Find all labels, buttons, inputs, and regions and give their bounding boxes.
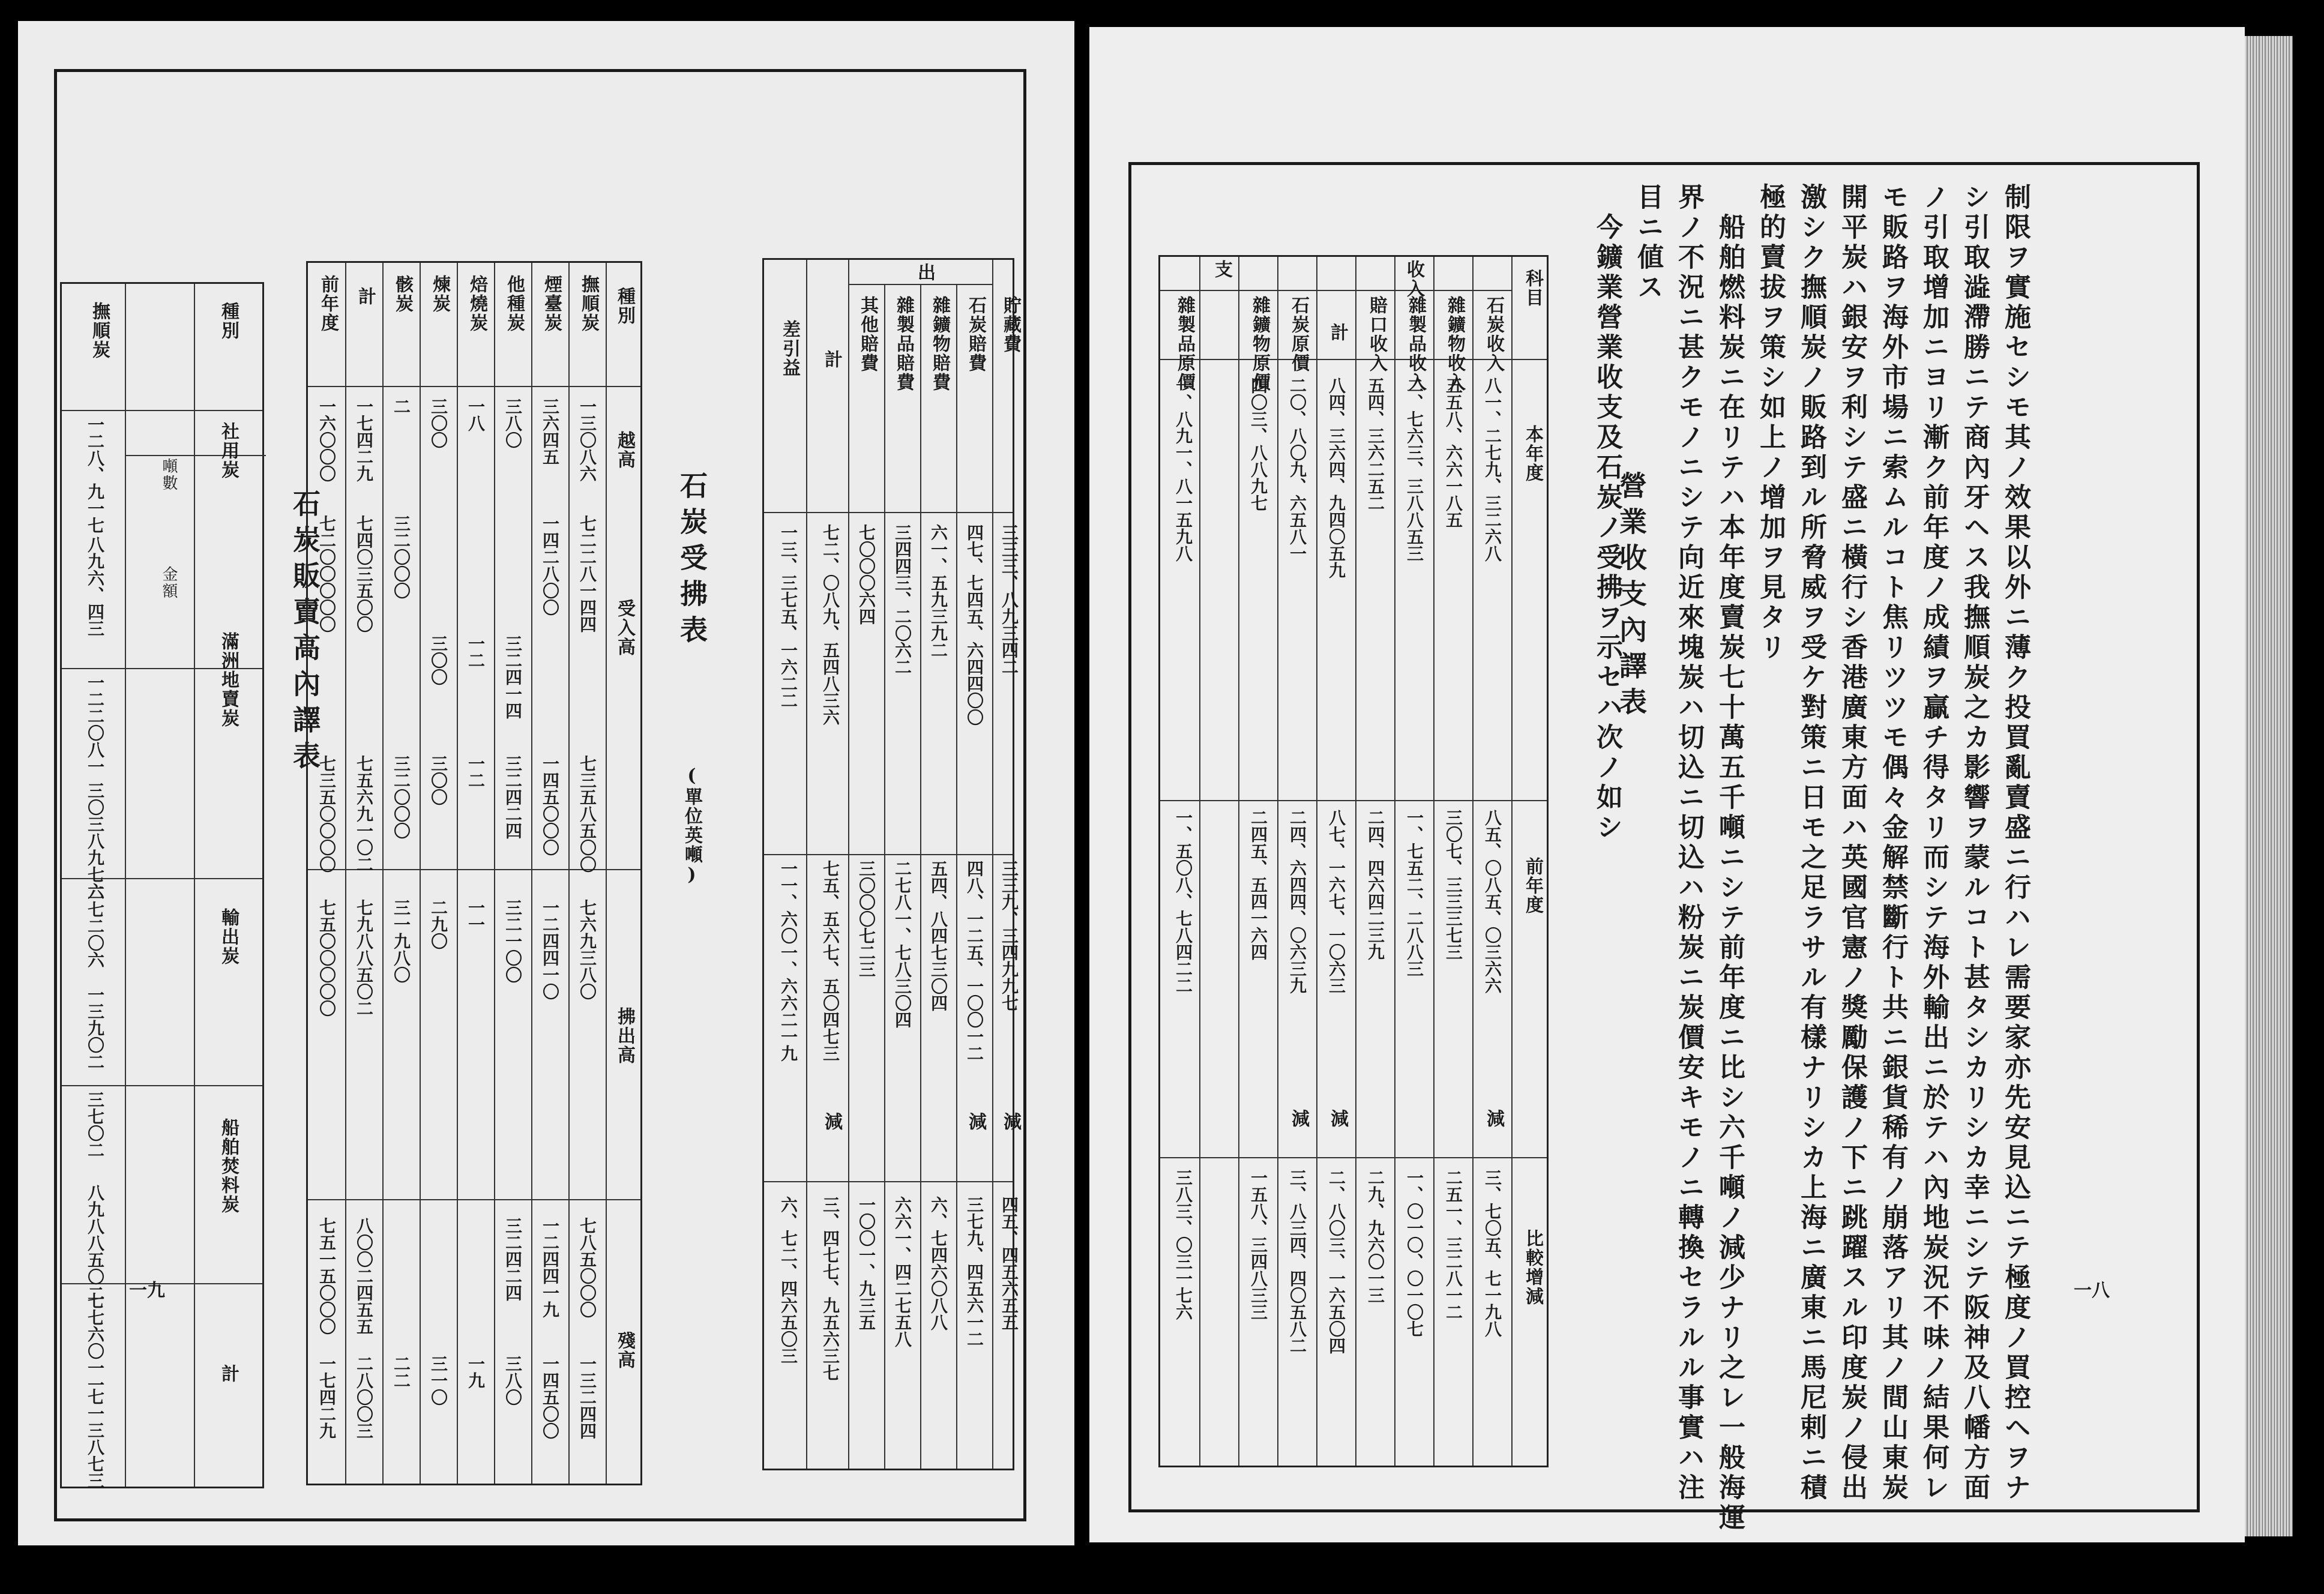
expense-current: 七〇〇〇六四 xyxy=(856,524,876,625)
income-current: 一、八九一、八一五九八 xyxy=(1173,377,1193,562)
expense-row-label: 雜鑛物賠費 xyxy=(929,296,950,392)
balance-table-title: 石炭受拂表 xyxy=(676,471,708,651)
expense-balance-current: 一三、三七五、一六二二 xyxy=(778,524,798,709)
income-diff-mark: 減 xyxy=(1483,1109,1504,1128)
expense-diff-mark: 減 xyxy=(965,1112,986,1131)
body-line: 激シク撫順炭ノ販路到ル所脅威ヲ受ケ對策ニ日モ之足ラサル有樣ナリシカ上海ニ廣東ニ馬尼剌ニ積 xyxy=(1796,183,1826,1503)
balance-prev: 一七四二九 xyxy=(317,1355,337,1439)
expense-total-current: 七二、〇八九、五四八三六 xyxy=(820,524,840,726)
balance-row-kind: 骸炭 xyxy=(392,275,413,313)
income-row-label: 賠口收入 xyxy=(1366,296,1387,373)
income-diff: 三八三、〇三一七六 xyxy=(1173,1169,1193,1320)
body-line: 目ニ値ス xyxy=(1633,183,1663,303)
balance-value: 三八〇 xyxy=(503,1355,523,1406)
sales-value: 八九六、四三 xyxy=(85,536,105,637)
page-number-right: 一八 xyxy=(2074,1280,2110,1301)
balance-value: 一二 xyxy=(466,635,486,669)
balance-row-kind: 撫順炭 xyxy=(578,275,599,332)
balance-value: 一二四四一〇 xyxy=(540,899,560,1000)
income-prev: 一、七五二、二八八三 xyxy=(1404,809,1424,977)
balance-value: 一四五〇〇 xyxy=(540,1355,560,1439)
balance-header-kind: 種別 xyxy=(614,287,635,325)
balance-total: 八〇〇二四五五 xyxy=(354,1217,374,1335)
balance-value: 三二一〇〇 xyxy=(503,899,523,983)
income-diff: 三、七〇五、七一九八 xyxy=(1483,1169,1502,1337)
balance-value: 三〇〇 xyxy=(429,635,448,685)
income-current: 二、七六三、三八八五三 xyxy=(1404,377,1424,562)
income-diff: 二五一、三二八一二 xyxy=(1443,1169,1463,1320)
balance-prev: 七五〇〇〇〇〇 xyxy=(317,899,337,1017)
balance-header-receipt: 受入高 xyxy=(614,599,635,657)
balance-prev: 七三五〇〇〇〇 xyxy=(317,755,337,873)
sales-value: 一二八、九一七 xyxy=(85,416,105,534)
sales-value: 二七二〇六 xyxy=(85,884,105,968)
income-diff: 二九、九六〇一三 xyxy=(1365,1169,1385,1304)
balance-value: 一四五〇〇〇 xyxy=(540,755,560,856)
balance-opening: 三八〇 xyxy=(503,398,523,448)
sales-value: 三〇三八九七六 xyxy=(85,782,105,900)
expense-table xyxy=(762,258,1021,1470)
income-current: 五五八、六六一八五 xyxy=(1443,377,1463,528)
income-current: 八四、三六四、九四〇五九 xyxy=(1326,377,1346,579)
balance-value: 二九〇 xyxy=(429,899,448,949)
sales-value: 一二二〇八一 xyxy=(85,674,105,775)
balance-opening: 二 xyxy=(391,398,411,415)
income-prev: 一、五〇八、七八四二二 xyxy=(1173,809,1193,994)
balance-value: 七八五〇〇〇 xyxy=(577,1217,597,1318)
balance-value: 一二四四一九 xyxy=(540,1217,560,1318)
income-current: 五四、三六二五二 xyxy=(1365,377,1385,511)
balance-value: 三二四二四 xyxy=(503,755,523,839)
balance-value: 三一〇 xyxy=(429,1355,448,1406)
income-prev: 二四、六四四、〇六三九 xyxy=(1287,809,1307,994)
expense-diff-mark: 減 xyxy=(821,1112,842,1131)
income-expense-table xyxy=(1158,255,1549,1467)
expense-row-label: 貯藏費 xyxy=(1000,296,1021,353)
expense-diff: 一〇〇一、九三五 xyxy=(856,1196,876,1331)
income-row-label: 雜製品收入 xyxy=(1405,296,1426,392)
sales-table-title: 石炭販賣高內譯表 xyxy=(289,489,321,777)
sales-col-ship-fuel: 船舶焚料炭 xyxy=(218,1118,239,1214)
balance-value: 七六九三八〇 xyxy=(577,899,597,1000)
balance-opening: 一三〇八六 xyxy=(577,398,597,482)
income-prev: 三〇七、三三三七三 xyxy=(1443,809,1463,960)
income-row-label: 雜鑛物原價 xyxy=(1249,296,1270,392)
income-prev: 八五、〇八五、〇三六六 xyxy=(1483,809,1502,994)
income-current: 四〇三、八八九七 xyxy=(1248,377,1268,511)
sales-col-total: 計 xyxy=(218,1364,239,1383)
balance-value: 三二〇〇〇 xyxy=(391,515,411,599)
expense-prev: 三三九、三四九九七 xyxy=(999,860,1019,1011)
sales-value: 一三九〇二 xyxy=(85,986,105,1070)
body-line: モ販路ヲ海外市場ニ索ムルコト焦リツツモ偶々金解禁斷行ト共ニ銀貨稀有ノ崩落アリ其ノ間山東炭 xyxy=(1877,183,1908,1503)
income-diff-mark: 減 xyxy=(1288,1109,1309,1128)
body-line: ノ引取增加ニヨリ漸ク前年度ノ成績ヲ贏チ得タリ而シテ海外輸出ニ於テハ內地炭況不味ノ結果何レ xyxy=(1918,183,1949,1503)
balance-header-closing: 殘高 xyxy=(614,1331,635,1370)
expense-current: 三四四三、二〇六二 xyxy=(893,524,912,675)
income-row-label: 石炭原價 xyxy=(1288,296,1309,373)
sales-value: 七一三八七三 xyxy=(85,1388,105,1489)
income-row-label: 雜製品原價 xyxy=(1174,296,1195,392)
body-line: 開平炭ハ銀安ヲ利シテ盛ニ橫行シ香港廣東方面ハ英國官憲ノ獎勵保護ノ下ニ跳躍スル印度炭ノ侵出 xyxy=(1837,183,1867,1503)
right-page xyxy=(1089,27,2245,1542)
balance-row-kind: 焙燒炭 xyxy=(466,275,487,332)
page-edges xyxy=(2245,36,2293,1536)
balance-prev: 七五一五〇〇〇 xyxy=(317,1217,337,1335)
income-diff: 一、〇一〇、〇一〇七 xyxy=(1404,1169,1424,1337)
balance-total: 七五六九一〇二 xyxy=(354,755,374,873)
expense-row-label: 石炭賠費 xyxy=(965,296,986,373)
balance-opening: 一八 xyxy=(466,398,486,432)
balance-table-unit: (單位英噸) xyxy=(681,765,702,886)
body-line: 界ノ不況ニ甚クモノニシテ向近來塊炭ハ切込ニ切込ハ粉炭ニ炭價安キモノニ轉換セラルル事實ハ注 xyxy=(1673,183,1704,1503)
expense-diff: 六、七四六〇八八 xyxy=(929,1196,948,1331)
expense-current: 三三三、八九三四二 xyxy=(999,524,1019,675)
expense-total-label: 計 xyxy=(821,350,842,369)
income-row-label: 石炭收入 xyxy=(1483,296,1504,373)
balance-opening: 三六四五 xyxy=(540,398,560,465)
expense-group-out: 出 xyxy=(914,263,935,282)
page-number-left: 一九 xyxy=(129,1280,165,1301)
balance-prev-label: 前年度 xyxy=(318,275,339,332)
income-group-expense: 支 xyxy=(1211,260,1232,279)
income-header-prev: 前年度 xyxy=(1522,857,1543,915)
expense-prev: 三〇〇〇七二三 xyxy=(856,860,876,978)
balance-total: 七九八八五〇二 xyxy=(354,899,374,1017)
sales-value: 三七〇二 xyxy=(85,1091,105,1158)
balance-value: 一二 xyxy=(466,755,486,789)
coal-balance-table xyxy=(306,261,642,1485)
income-diff: 一五八、三四八三三 xyxy=(1248,1169,1268,1320)
income-diff-mark: 減 xyxy=(1327,1109,1348,1128)
expense-row-label: 雜製品賠費 xyxy=(893,296,914,392)
expense-current: 四七、七四五、六四四〇〇 xyxy=(965,524,984,726)
expense-prev: 二七八一、七八三〇四 xyxy=(893,860,912,1028)
balance-value: 七三五八五〇〇 xyxy=(577,755,597,873)
sales-sub-amount: 金額 xyxy=(160,566,178,600)
balance-value: 三〇〇 xyxy=(429,755,448,805)
sales-col-export: 輸出炭 xyxy=(218,908,239,966)
expense-balance-prev: 一一、六〇一、六六二一九 xyxy=(778,860,798,1062)
balance-header-payment: 拂出高 xyxy=(614,1007,635,1065)
sales-header-kind: 種別 xyxy=(218,302,239,340)
balance-value: 三一九八〇 xyxy=(391,899,411,983)
expense-total-diff: 三、四七七、九五六三七 xyxy=(820,1196,840,1381)
balance-value: 一三二四四 xyxy=(577,1355,597,1439)
income-row-label: 計 xyxy=(1327,323,1348,342)
expense-row-label: 其他賠費 xyxy=(857,296,878,373)
income-current: 二〇、八〇九、六五八一 xyxy=(1287,377,1307,562)
income-diff: 三、八三四、四〇五八二 xyxy=(1287,1169,1307,1354)
expense-diff: 三七九、四五六一二 xyxy=(965,1196,984,1347)
income-header-item: 科目 xyxy=(1522,269,1543,307)
balance-total: 二八〇〇三 xyxy=(354,1355,374,1439)
income-prev: 二四五、五四一六四 xyxy=(1248,809,1268,960)
expense-prev: 四八、一二五、一〇〇一二 xyxy=(965,860,984,1062)
balance-total: 七四〇三五〇〇 xyxy=(354,515,374,633)
expense-total-prev: 七五、五六七、五〇四七三 xyxy=(820,860,840,1062)
body-line: 今鑛業營業收支及石炭ノ受拂ヲ示セハ次ノ如シ xyxy=(1592,213,1622,843)
balance-row-kind: 煙臺炭 xyxy=(541,275,562,332)
balance-row-kind: 他種炭 xyxy=(504,275,525,332)
balance-row-kind: 煉炭 xyxy=(429,275,450,313)
sales-sub-tons: 噸數 xyxy=(160,458,178,492)
body-line: 極的賣拔ヲ策シ如上ノ增加ヲ見タリ xyxy=(1755,183,1786,663)
balance-value: 一一 xyxy=(466,899,486,933)
expense-current: 六一、五九三九二 xyxy=(929,524,948,658)
balance-header-opening: 越高 xyxy=(614,431,635,469)
income-row-label: 雜鑛物收入 xyxy=(1444,296,1465,392)
body-line: シ引取澁滯勝ニテ商內牙ヘス我撫順炭之カ影響ヲ蒙ルコト甚タシカリシカ幸ニシテ阪神及八幡方面 xyxy=(1959,183,1990,1503)
balance-value: 三二〇〇〇 xyxy=(391,755,411,839)
sales-breakdown-table xyxy=(60,282,264,1488)
expense-diff-mark: 減 xyxy=(1000,1112,1021,1131)
expense-diff: 四五、四五六五五 xyxy=(999,1196,1019,1331)
balance-total: 一七四二九 xyxy=(354,398,374,482)
expense-diff: 六六一、四二七五八 xyxy=(893,1196,912,1347)
balance-value: 三二四一四 xyxy=(503,635,523,719)
income-diff: 二、八〇三、一六五〇四 xyxy=(1326,1169,1346,1354)
body-line: 船舶燃料炭ニ在リテハ本年度賣炭七十萬五千噸ニシテ前年度ニ比シ六千噸ノ減少ナリ之レ一般海運 xyxy=(1714,213,1745,1533)
left-page xyxy=(18,21,1074,1545)
expense-prev: 五四、八四七三〇四 xyxy=(929,860,948,1011)
balance-value: 七二二八一四四 xyxy=(577,515,597,633)
balance-value: 二二 xyxy=(391,1355,411,1389)
sales-header-sub: 撫順炭 xyxy=(89,302,110,359)
balance-value: 一九 xyxy=(466,1355,486,1389)
balance-value: 一四二八〇〇 xyxy=(540,515,560,616)
body-line: 制限ヲ實施セシモ其ノ效果以外ニ薄ク投買亂賣盛ニ行ハレ需要家亦先安見込ニテ極度ノ買控ヘヲナ xyxy=(2000,183,2030,1503)
expense-balance-diff: 六、七二、四六五〇三 xyxy=(778,1196,798,1364)
income-header-diff: 比較增減 xyxy=(1522,1229,1543,1306)
balance-opening: 三〇〇 xyxy=(429,398,448,448)
balance-prev: 七二〇〇〇〇〇 xyxy=(317,515,337,633)
balance-total-label: 計 xyxy=(355,287,376,306)
sales-col-company-use: 社用炭 xyxy=(218,422,239,480)
income-group-income: 收入 xyxy=(1403,260,1424,298)
income-header-current: 本年度 xyxy=(1522,425,1543,483)
sales-value: 八九八八五〇二 xyxy=(85,1184,105,1302)
balance-value: 三二四二四 xyxy=(503,1217,523,1301)
balance-prev: 一六〇〇〇 xyxy=(317,398,337,482)
sales-col-manchuria: 滿洲地賣炭 xyxy=(218,632,239,728)
income-table-title: 營業收支內譯表 xyxy=(1615,471,1648,723)
expense-balance-label: 差引益 xyxy=(779,320,800,377)
income-current: 八一、二七九、三二六八 xyxy=(1483,377,1502,562)
income-prev: 二四、四六四二三九 xyxy=(1365,809,1385,960)
income-prev: 八七、一六七、一〇六三 xyxy=(1326,809,1346,994)
sales-value: 七七六〇一一 xyxy=(85,1292,105,1393)
